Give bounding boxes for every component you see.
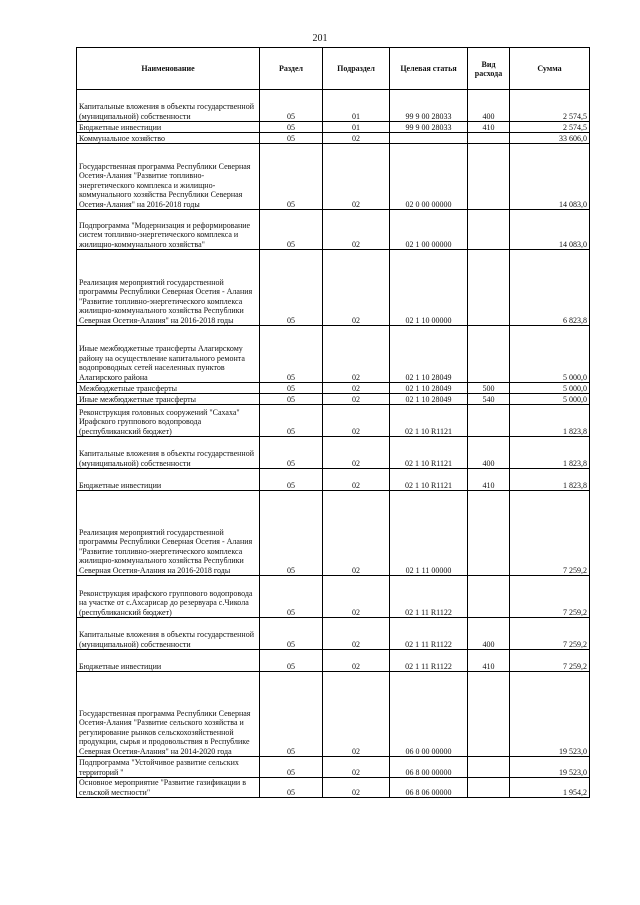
cell-section: 05 <box>260 650 323 672</box>
cell-subsection: 02 <box>323 210 390 250</box>
cell-sum: 2 574,5 <box>510 90 590 122</box>
cell-expense <box>468 326 510 383</box>
cell-sum: 7 259,2 <box>510 650 590 672</box>
cell-expense: 410 <box>468 122 510 133</box>
cell-expense <box>468 491 510 576</box>
cell-name: Капитальные вложения в объекты государственной (муниципальной) собственности <box>77 90 260 122</box>
cell-section: 05 <box>260 383 323 394</box>
cell-sum: 14 083,0 <box>510 144 590 210</box>
cell-section: 05 <box>260 250 323 326</box>
cell-name: Подпрограмма "Модернизация и реформирование систем топливно-энергетического комплекса и жилищно-коммунального хозяйства" <box>77 210 260 250</box>
cell-name: Реализация мероприятий государственной программы Республики Северная Осетия - Алания "Развитие топливно-энергетического комплекса жилищно-коммунального хозяйства Республики Северная Осетия-Алания" на 2016-2018 годы <box>77 250 260 326</box>
table-row <box>77 437 590 469</box>
header-sum: Сумма <box>510 48 590 90</box>
cell-section: 05 <box>260 491 323 576</box>
cell-target: 02 1 10 R1121 <box>390 437 468 469</box>
cell-target: 02 1 10 28049 <box>390 383 468 394</box>
cell-subsection: 01 <box>323 90 390 122</box>
cell-name: Иные межбюджетные трансферты Алагирскому району на осуществление капитального ремонта водопроводных сетей населенных пунктов Алагирского района <box>77 326 260 383</box>
table-row <box>77 576 590 618</box>
table-body <box>77 90 590 798</box>
cell-target: 02 1 11 R1122 <box>390 576 468 618</box>
cell-section: 05 <box>260 672 323 757</box>
cell-expense <box>468 672 510 757</box>
table-row <box>77 394 590 405</box>
cell-target: 02 1 10 R1121 <box>390 405 468 437</box>
cell-name: Коммунальное хозяйство <box>77 133 260 144</box>
cell-name: Капитальные вложения в объекты государственной (муниципальной) собственности <box>77 437 260 469</box>
cell-target: 99 9 00 28033 <box>390 122 468 133</box>
cell-section: 05 <box>260 210 323 250</box>
cell-name: Межбюджетные трансферты <box>77 383 260 394</box>
cell-expense <box>468 210 510 250</box>
cell-subsection: 02 <box>323 326 390 383</box>
cell-section: 05 <box>260 144 323 210</box>
cell-name: Бюджетные инвестиции <box>77 650 260 672</box>
cell-expense: 410 <box>468 469 510 491</box>
cell-subsection: 02 <box>323 394 390 405</box>
cell-section: 05 <box>260 133 323 144</box>
cell-sum: 2 574,5 <box>510 122 590 133</box>
cell-section: 05 <box>260 326 323 383</box>
cell-target: 02 1 10 28049 <box>390 326 468 383</box>
cell-sum: 6 823,8 <box>510 250 590 326</box>
cell-target: 02 0 00 00000 <box>390 144 468 210</box>
cell-sum: 14 083,0 <box>510 210 590 250</box>
cell-sum: 5 000,0 <box>510 394 590 405</box>
cell-subsection: 02 <box>323 405 390 437</box>
cell-sum: 5 000,0 <box>510 326 590 383</box>
cell-name: Основное мероприятие "Развитие газификации в сельской местности" <box>77 778 260 798</box>
cell-sum: 19 523,0 <box>510 757 590 778</box>
cell-subsection: 02 <box>323 250 390 326</box>
cell-section: 05 <box>260 778 323 798</box>
cell-subsection: 02 <box>323 576 390 618</box>
cell-name: Бюджетные инвестиции <box>77 122 260 133</box>
cell-expense <box>468 133 510 144</box>
cell-expense: 400 <box>468 618 510 650</box>
cell-sum: 7 259,2 <box>510 491 590 576</box>
cell-section: 05 <box>260 437 323 469</box>
cell-subsection: 02 <box>323 144 390 210</box>
cell-subsection: 02 <box>323 437 390 469</box>
cell-expense: 410 <box>468 650 510 672</box>
cell-subsection: 02 <box>323 383 390 394</box>
table-row <box>77 757 590 778</box>
cell-sum: 1 823,8 <box>510 437 590 469</box>
header-subsection: Подраздел <box>323 48 390 90</box>
cell-target: 06 8 06 00000 <box>390 778 468 798</box>
cell-target: 06 8 00 00000 <box>390 757 468 778</box>
cell-subsection: 02 <box>323 469 390 491</box>
cell-target: 02 1 10 28049 <box>390 394 468 405</box>
cell-target: 02 1 11 00000 <box>390 491 468 576</box>
cell-subsection: 02 <box>323 618 390 650</box>
cell-expense <box>468 250 510 326</box>
table-row <box>77 469 590 491</box>
header-target: Целевая статья <box>390 48 468 90</box>
cell-expense <box>468 576 510 618</box>
cell-name: Бюджетные инвестиции <box>77 469 260 491</box>
cell-sum: 1 954,2 <box>510 778 590 798</box>
cell-section: 05 <box>260 618 323 650</box>
cell-section: 05 <box>260 757 323 778</box>
cell-subsection: 02 <box>323 672 390 757</box>
cell-section: 05 <box>260 394 323 405</box>
cell-target: 02 1 10 00000 <box>390 250 468 326</box>
cell-expense: 540 <box>468 394 510 405</box>
header-name: Наименование <box>77 48 260 90</box>
cell-target: 02 1 10 R1121 <box>390 469 468 491</box>
cell-expense <box>468 757 510 778</box>
table-row <box>77 210 590 250</box>
cell-expense: 400 <box>468 90 510 122</box>
cell-subsection: 02 <box>323 757 390 778</box>
cell-expense: 400 <box>468 437 510 469</box>
page-number: 201 <box>312 33 328 44</box>
cell-section: 05 <box>260 122 323 133</box>
table-row <box>77 672 590 757</box>
table-row <box>77 491 590 576</box>
cell-expense: 500 <box>468 383 510 394</box>
cell-section: 05 <box>260 576 323 618</box>
table-row <box>77 122 590 133</box>
cell-target: 02 1 11 R1122 <box>390 650 468 672</box>
budget-table <box>76 47 590 798</box>
table-row <box>77 778 590 798</box>
cell-sum: 1 823,8 <box>510 469 590 491</box>
cell-expense <box>468 144 510 210</box>
cell-target: 02 1 11 R1122 <box>390 618 468 650</box>
cell-sum: 33 606,0 <box>510 133 590 144</box>
cell-sum: 1 823,8 <box>510 405 590 437</box>
cell-name: Иные межбюджетные трансферты <box>77 394 260 405</box>
cell-subsection: 02 <box>323 133 390 144</box>
table-row <box>77 326 590 383</box>
cell-name: Подпрограмма "Устойчивое развитие сельских территорий " <box>77 757 260 778</box>
cell-sum: 7 259,2 <box>510 618 590 650</box>
table-row <box>77 250 590 326</box>
table-row <box>77 133 590 144</box>
cell-name: Реконструкция головных сооружений "Сахаха" Ирафского группового водопровода (республиканский бюджет) <box>77 405 260 437</box>
table-header-row <box>77 48 590 90</box>
table-row <box>77 383 590 394</box>
cell-subsection: 01 <box>323 122 390 133</box>
cell-name: Реализация мероприятий государственной программы Республики Северная Осетия - Алания "Развитие топливно-энергетического комплекса жилищно-коммунального хозяйства Республики Северная Осетия-Алания на 2016-2018 годы <box>77 491 260 576</box>
cell-section: 05 <box>260 469 323 491</box>
cell-expense <box>468 778 510 798</box>
cell-section: 05 <box>260 90 323 122</box>
cell-target: 99 9 00 28033 <box>390 90 468 122</box>
cell-sum: 5 000,0 <box>510 383 590 394</box>
table-row <box>77 144 590 210</box>
cell-expense <box>468 405 510 437</box>
cell-name: Капитальные вложения в объекты государственной (муниципальной) собственности <box>77 618 260 650</box>
cell-subsection: 02 <box>323 778 390 798</box>
cell-section: 05 <box>260 405 323 437</box>
cell-sum: 7 259,2 <box>510 576 590 618</box>
table-row <box>77 650 590 672</box>
cell-name: Государственная программа Республики Северная Осетия-Алания "Развитие сельского хозяйства и регулирование рынков сельскохозяйственной продукции, сырья и продовольствия в Республике Северная Осетия-Алания" на 2014-2020 года <box>77 672 260 757</box>
cell-target: 02 1 00 00000 <box>390 210 468 250</box>
header-expense: Вид расхода <box>468 48 510 90</box>
table-row <box>77 90 590 122</box>
cell-sum: 19 523,0 <box>510 672 590 757</box>
table-row <box>77 618 590 650</box>
cell-subsection: 02 <box>323 650 390 672</box>
cell-name: Государственная программа Республики Северная Осетия-Алания "Развитие топливно-энергетического комплекса и жилищно-коммунального хозяйства Республики Северная Осетия-Алания" на 2016-2018 годы <box>77 144 260 210</box>
cell-subsection: 02 <box>323 491 390 576</box>
table-row <box>77 405 590 437</box>
header-section: Раздел <box>260 48 323 90</box>
cell-target <box>390 133 468 144</box>
cell-target: 06 0 00 00000 <box>390 672 468 757</box>
cell-name: Реконструкция ирафского группового водопровода на участке от с.Ахсарисар до резервуара с.Чикола (республиканский бюджет) <box>77 576 260 618</box>
